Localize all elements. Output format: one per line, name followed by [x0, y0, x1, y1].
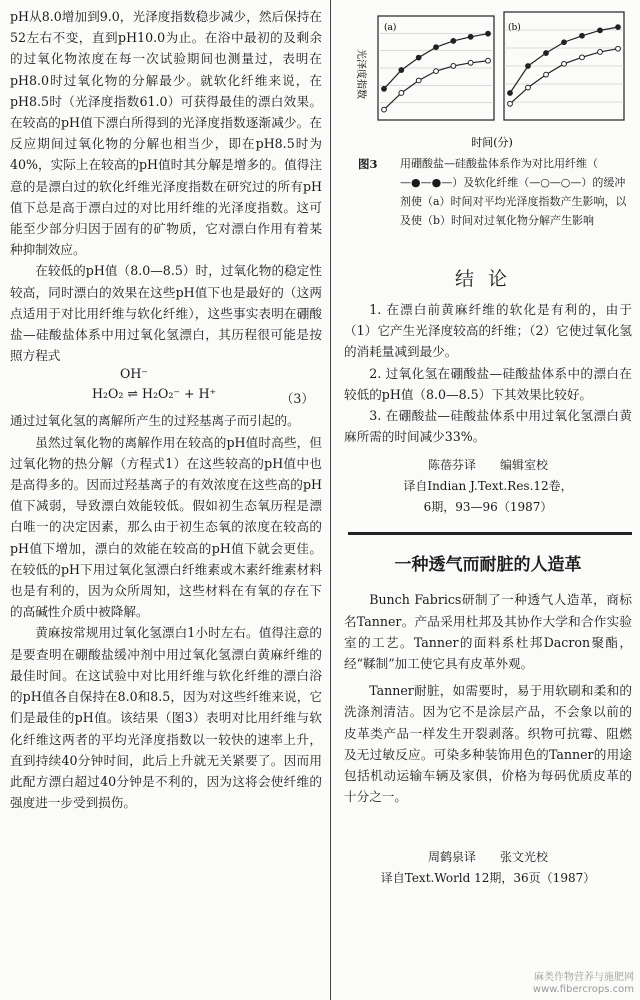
data-point: [580, 33, 585, 38]
data-point: [562, 40, 567, 45]
data-point: [544, 72, 549, 77]
credit-translator-1: 陈蓓芬译 编辑室校: [427, 458, 548, 473]
equation-catalyst: OH⁻: [120, 366, 148, 382]
data-point: [451, 39, 456, 44]
caption-part-3: ）的缓冲剂使（a）时间对平均光泽度指数产生影响，以及使（b）时间对过氧化物分解产生影响: [400, 176, 627, 227]
data-point: [399, 91, 404, 96]
figure-3-charts: [344, 4, 632, 152]
data-point: [468, 60, 473, 65]
paragraph-ph-results: pH从8.0增加到9.0，光泽度指数稳步减少，然后保持在52左右不变，直到pH10.0为止。在浴中最初的及剩余的过氧化物浓度在每一次试验期间也测量过，表明在pH8.0时过氧化物的分解最少。就软化纤维来说，在pH8.5时（光泽度指数61.0）可获得最佳的漂白效果。在较高的pH值下漂白所得到的光泽度指数逐渐减少。在反应期间过氧化物的分解也相当少，即在pH8.5时为40%，实际上在较高的pH值时其分解是增多的。值得注意的是漂白过的软化纤维光泽度指数在研究过的所有pH值下总是高于漂白过的对比用纤维的光泽度指数。这可能至少部分归因于固有的矿物质，它对漂白作用有着某种抑制效应。: [10, 9, 322, 258]
conclusion-2: 2. 过氧化氢在硼酸盐—硅酸盐体系中的漂白在较低的pH值（8.0—8.5）下其效果比较好。: [344, 365, 632, 402]
caption-part-2: ）及软化纤维（: [452, 176, 530, 189]
data-point: [526, 64, 531, 69]
article-paragraph-1: Bunch Fabrics研制了一种透气人造革，商标名Tanner。产品采用杜邦及其协作大学和合作实验室的工艺。Tanner的面料系杜邦Dacron聚酯，经“鞣制”加工使它具有皮革外观。: [344, 592, 632, 672]
data-point: [416, 78, 421, 83]
paragraph-bleach-time: 黄麻按常规用过氧化氢漂白1小时左右。值得注意的是要查明在硼酸盐缓冲剂中用过氧化氢漂白黄麻纤维的最佳时间。在这试验中对比用纤维与软化纤维的漂白浴的pH值各自保持在8.0和8.5，因为对这些纤维来说，它们是最佳的pH值。该结果（图3）表明对比用纤维与软化纤维这两者的平均光泽度指数以一较快的速率上升，直到持续40分钟时间，此后上升就无关紧要了。因而用此配方漂白超过40分钟是不利的，因为这将会使纤维的强度进一步受到损伤。: [10, 625, 322, 811]
data-point: [468, 34, 473, 39]
equation-number: （3）: [280, 391, 314, 407]
article-title: 一种透气而耐脏的人造革: [394, 555, 582, 576]
panel-b: [504, 12, 624, 120]
site-watermark: [533, 972, 634, 996]
paragraph-low-ph: 在较低的pH值（8.0—8.5）时，过氧化物的稳定性较高，同时漂白的效果在这些pH值下也是最好的（这两点适用于对比用纤维与软化纤维），这些事实表明在硼酸盐—硅酸盐体系中用过氧化氢漂白，其历程很可能是按照方程式: [10, 263, 322, 364]
watermark-line-2: www.fibercrops.com: [532, 984, 634, 995]
caption-label: 图3: [358, 157, 378, 171]
credit-source-2: 译自Text.World 12期，36页（1987）: [380, 871, 596, 886]
credit-source-1b: 6期，93—96（1987）: [423, 500, 553, 515]
equation-3: [10, 366, 322, 410]
data-point: [562, 61, 567, 66]
conclusion-1: 1. 在漂白前黄麻纤维的软化是有利的，由于（1）它产生光泽度较高的纤维；（2）它使过氧化氢的消耗量减到最少。: [344, 302, 632, 360]
data-point: [486, 58, 491, 63]
data-point: [382, 107, 387, 112]
panel-b-label: (b): [508, 23, 521, 33]
left-column: [0, 0, 328, 813]
article-separator: [344, 518, 632, 546]
panel-a-label: (a): [384, 23, 397, 33]
data-point: [399, 68, 404, 73]
credit-translator-2: 周鹤泉译 张文光校: [427, 850, 548, 865]
data-point: [416, 55, 421, 60]
conclusion-3: 3. 在硼酸盐—硅酸盐体系中用过氧化氢漂白黄麻所需的时间减少33%。: [344, 408, 632, 445]
data-point: [508, 91, 513, 96]
data-point: [598, 28, 603, 33]
data-point: [434, 45, 439, 50]
watermark-line-1: 麻类作物营养与施肥网: [534, 972, 634, 983]
data-point: [616, 46, 621, 51]
caption-text: [400, 154, 636, 230]
data-point: [598, 50, 603, 55]
article-paragraph-2: Tanner耐脏，如需要时，易于用软刷和柔和的洗涤剂清洁。因为它不是涂层产品，不会象以前的皮革类产品一样发生开裂剥落。织物可抗霉、阻燃及无过敏反应。可染多种装饰用色的Tanner的用途包括机动运输车辆及家俱，价格为每码优质皮革的十分之一。: [344, 683, 632, 805]
x-axis-label: 时间(分): [471, 136, 513, 149]
data-point: [544, 51, 549, 56]
data-point: [580, 55, 585, 60]
equation-body: H₂O₂ ⇌ H₂O₂⁻ + H⁺: [92, 386, 217, 402]
credit-source-1: 译自Indian J.Text.Res.12卷，: [403, 479, 573, 494]
data-point: [616, 25, 621, 30]
paragraph-dissociation: 虽然过氧化物的离解作用在较高的pH值时高些，但过氧化物的热分解（方程式1）在这些较高的pH值中也是高得多的。因而过羟基离子的有效浓度在这些高的pH值下减弱，导致漂白效能较低。假如初生态氧历程是漂白唯一的决定因素，那么由于初生态氧的浓度在较高的pH值下增加，漂白的效能在较高的pH值下就会更佳。在较低的pH下用过氧化氢漂白纤维素或木素纤维素材料也是有利的，因为众所周知，这些材料在有氧的存在下的高碱性介质中被降解。: [10, 434, 322, 620]
data-point: [508, 101, 513, 106]
paragraph-perhydroxyl: 通过过氧化氢的离解所产生的过羟基离子而引起的。: [10, 413, 300, 429]
legend-open-line: —○—○—: [529, 176, 582, 189]
data-point: [382, 86, 387, 91]
column-divider: [330, 0, 331, 1000]
data-point: [434, 69, 439, 74]
data-point: [486, 31, 491, 36]
right-column: [336, 0, 640, 889]
data-point: [451, 64, 456, 69]
figure-caption: [344, 152, 632, 260]
y-axis-label: 光泽度指数: [355, 49, 366, 99]
data-point: [526, 85, 531, 90]
section-title-conclusion: 结论: [454, 268, 521, 290]
series-line-softened: [510, 49, 618, 104]
series-line-control: [510, 27, 618, 93]
caption-part-1: 用硼酸盐—硅酸盐体系作为对比用纤维（: [400, 157, 598, 170]
figure-3: [344, 4, 632, 152]
legend-filled-line: —●—●—: [400, 176, 453, 189]
